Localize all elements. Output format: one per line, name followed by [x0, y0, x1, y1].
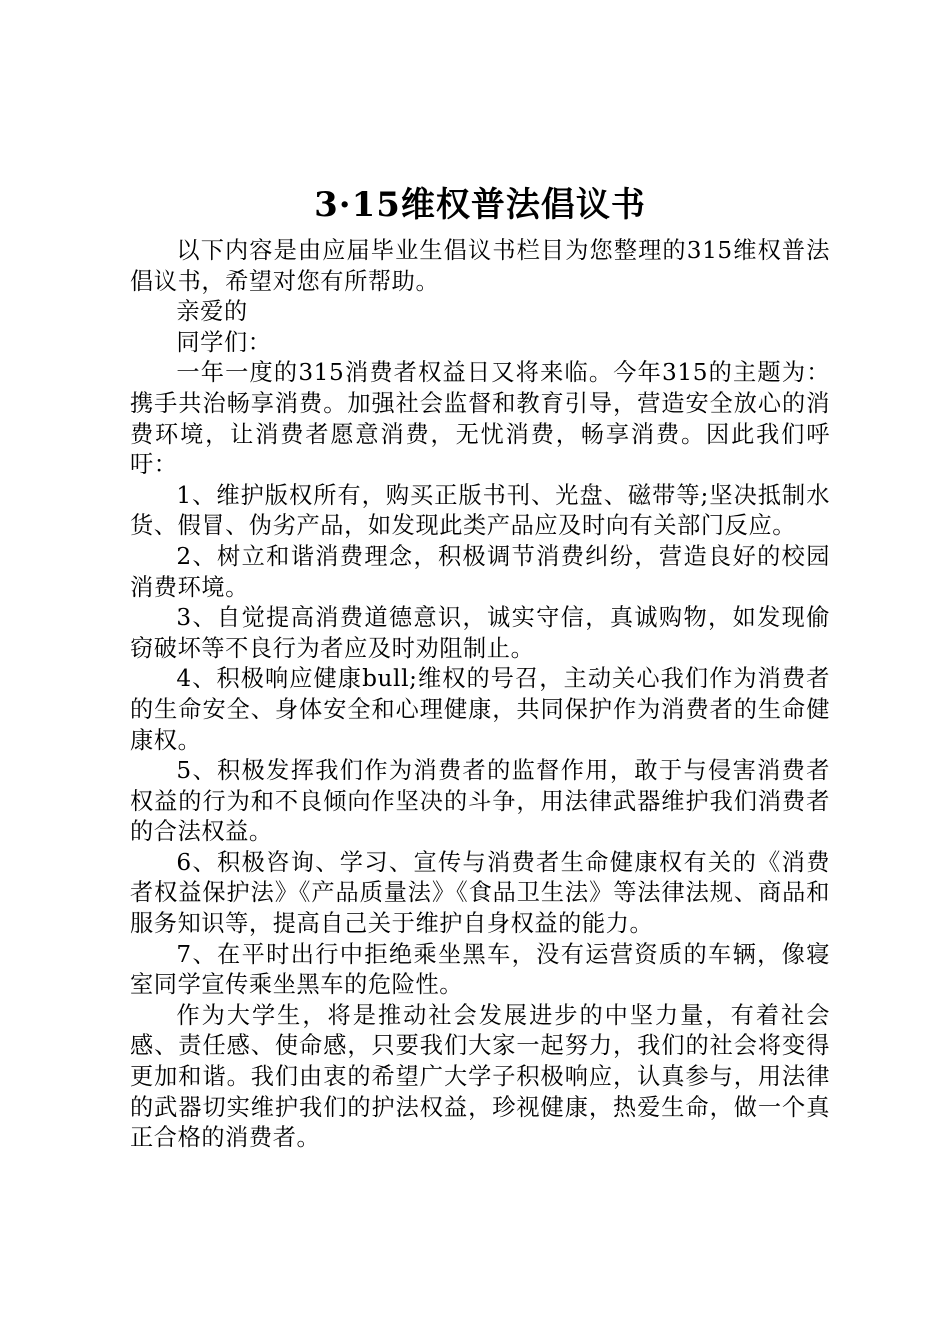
greeting-line-2: 同学们：	[176, 328, 272, 356]
list-item: 1、维护版权所有，购买正版书刊、光盘、磁带等;坚决抵制水货、假冒、伪劣产品，如发现此类产品应及时向有关部门反应。	[130, 481, 830, 540]
list-item: 5、积极发挥我们作为消费者的监督作用，敢于与侵害消费者权益的行为和不良倾向作坚决的斗争，用法律武器维护我们消费者的合法权益。	[130, 757, 830, 846]
list-item: 3、自觉提高消费道德意识，诚实守信，真诚购物，如发现偷窃破坏等不良行为者应及时劝阻制止。	[130, 604, 830, 662]
document-title: 3·15维权普法倡议书	[314, 185, 646, 225]
list-item: 6、积极咨询、学习、宣传与消费者生命健康权有关的《消费者权益保护法》《产品质量法》《食品卫生法》等法律法规、商品和服务知识等，提高自己关于维护自身权益的能力。	[130, 848, 830, 938]
closing-paragraph: 作为大学生，将是推动社会发展进步的中坚力量，有着社会感、责任感、使命感，只要我们大家一起努力，我们的社会将变得更加和谐。我们由衷的希望广大学子积极响应，认真参与，用法律的武器切实维护我们的护法权益，珍视健康，热爱生命，做一个真正合格的消费者。	[130, 1001, 830, 1152]
intro-paragraph: 以下内容是由应届毕业生倡议书栏目为您整理的315维权普法倡议书，希望对您有所帮助。	[130, 237, 830, 295]
list-item: 7、在平时出行中拒绝乘坐黑车，没有运营资质的车辆，像寝室同学宣传乘坐黑车的危险性。	[130, 940, 830, 999]
list-item: 2、树立和谐消费理念，积极调节消费纠纷，营造良好的校园消费环境。	[130, 542, 830, 601]
opening-paragraph: 一年一度的315消费者权益日又将来临。今年315的主题为：携手共治畅享消费。加强社会监督和教育引导，营造安全放心的消费环境，让消费者愿意消费，无忧消费，畅享消费。因此我们呼吁：	[130, 359, 830, 479]
list-item: 4、积极响应健康bull;维权的号召，主动关心我们作为消费者的生命安全、身体安全和心理健康，共同保护作为消费者的生命健康权。	[130, 665, 830, 754]
greeting-line-1: 亲爱的	[176, 298, 248, 326]
document-page	[130, 180, 830, 1154]
